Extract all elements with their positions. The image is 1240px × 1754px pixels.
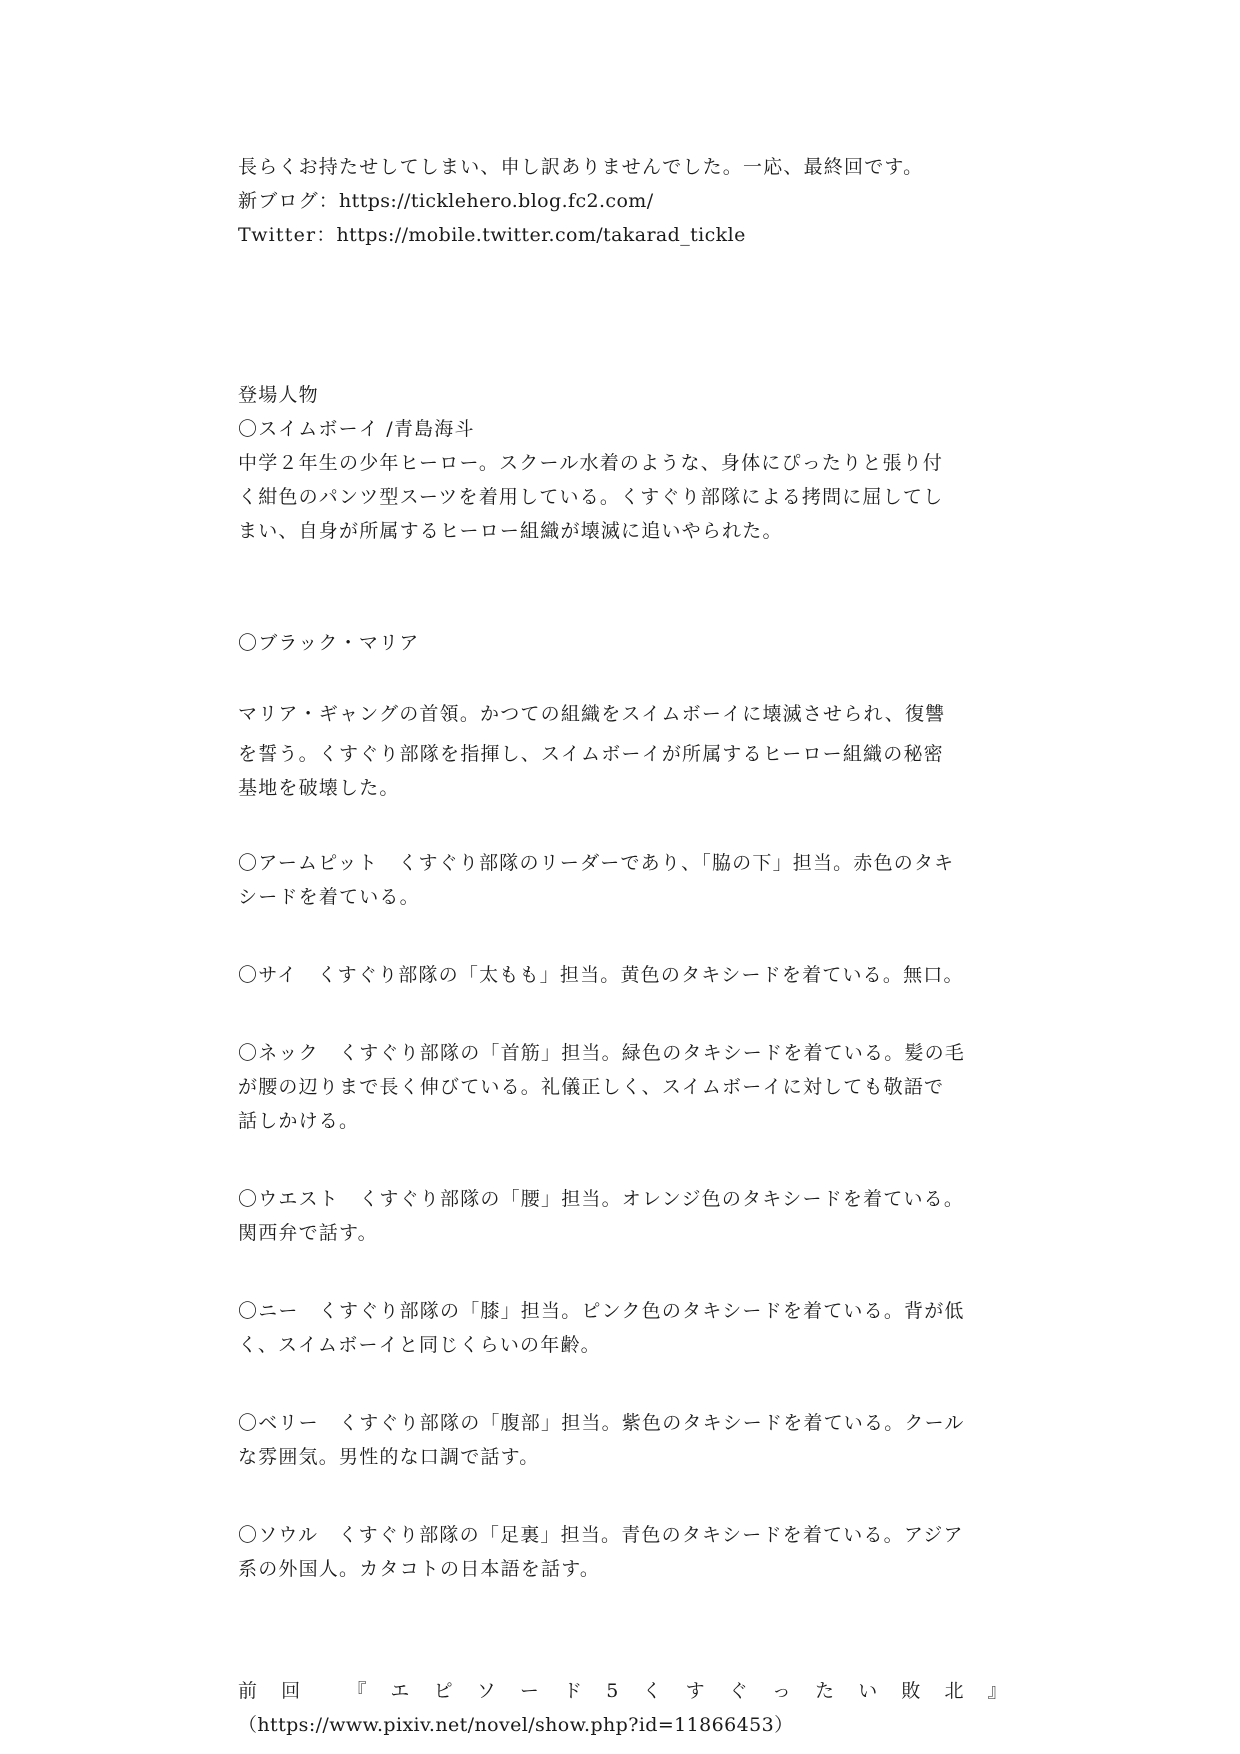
characters-heading: 登場人物 [238, 384, 319, 406]
desc-line: を誓う。くすぐり部隊を指揮し、スイムボーイが所属するヒーロー組織の秘密 [238, 743, 944, 765]
title-char: ー [519, 1680, 541, 1702]
spacer [238, 344, 1008, 378]
character-desc-thigh [238, 958, 1008, 992]
desc-line: 〇ニー くすぐり部隊の「膝」担当。ピンク色のタキシードを着ている。背が低 [238, 1300, 965, 1322]
character-desc-knee [238, 1294, 1008, 1362]
previous-episode-link[interactable]: （https://www.pixiv.net/novel/show.php?id=11866453） [238, 1714, 794, 1736]
desc-line: 話しかける。 [238, 1110, 360, 1132]
spacer [238, 802, 1008, 846]
desc-line: が腰の辺りまで長く伸びている。礼儀正しく、スイムボーイに対しても敬語で [238, 1076, 945, 1098]
desc-line: 〇ソウル くすぐり部隊の「足裏」担当。青色のタキシードを着ている。アジア [238, 1524, 964, 1546]
spacer [238, 1630, 1008, 1674]
title-char: 』 [987, 1680, 1008, 1702]
twitter-line [238, 218, 1008, 252]
title-char: い [858, 1680, 879, 1702]
character-desc-waist [238, 1182, 1008, 1250]
title-char: 前 [238, 1680, 259, 1702]
title-char: 敗 [901, 1680, 922, 1702]
title-char: エ [390, 1680, 411, 1702]
desc-line: まい、自身が所属するヒーロー組織が壊滅に追いやられた。 [238, 520, 783, 542]
desc-line: 中学２年生の少年ヒーロー。スクール水着のような、身体にぴったりと張り付 [238, 452, 944, 474]
title-char: ピ [433, 1680, 454, 1702]
spacer [238, 1250, 1008, 1294]
spacer [238, 992, 1008, 1036]
spacer [238, 1586, 1008, 1630]
character-name-maria: 〇ブラック・マリア [238, 632, 420, 654]
desc-line: な雰囲気。男性的な口調で話す。 [238, 1446, 540, 1468]
desc-line: シードを着ている。 [238, 886, 420, 908]
title-char: 回 [281, 1680, 302, 1702]
desc-line: 関西弁で話す。 [238, 1222, 378, 1244]
desc-line: く紺色のパンツ型スーツを着用している。くすぐり部隊による拷問に屈してし [238, 486, 944, 508]
character-desc-sole [238, 1518, 1008, 1586]
desc-line: 〇ベリー くすぐり部隊の「腹部」担当。紫色のタキシードを着ている。クール [238, 1412, 965, 1434]
title-char: す [685, 1680, 706, 1702]
title-char: 『 [347, 1680, 368, 1702]
spacer [238, 1138, 1008, 1182]
character-desc-armpit [238, 846, 1008, 914]
desc-line: マリア・ギャングの首領。かつての組織をスイムボーイに壊滅させられ、復讐 [238, 703, 946, 725]
blog-label: 新ブログ： [238, 190, 340, 212]
desc-line: 系の外国人。カタコトの日本語を話す。 [238, 1558, 601, 1580]
desc-line: く、スイムボーイと同じくらいの年齢。 [238, 1334, 601, 1356]
spacer [238, 592, 1008, 626]
blog-link[interactable]: https://ticklehero.blog.fc2.com/ [339, 190, 654, 212]
desc-line: 〇アームピット くすぐり部隊のリーダーであり、「脇の下」担当。赤色のタキ [238, 852, 955, 874]
author-notice: 長らくお持たせしてしまい、申し訳ありませんでした。一応、最終回です。 [238, 156, 924, 178]
title-char: ぐ [728, 1680, 749, 1702]
character-desc-maria [238, 694, 1008, 802]
spacer [238, 548, 1008, 592]
spacer [238, 1362, 1008, 1406]
title-char: っ [771, 1680, 793, 1702]
document-page [238, 150, 1008, 1742]
character-desc-neck [238, 1036, 1008, 1138]
title-char: ソ [476, 1680, 497, 1702]
spacer [238, 252, 1008, 344]
character-desc-swimboy [238, 446, 1008, 548]
desc-line: 〇ネック くすぐり部隊の「首筋」担当。緑色のタキシードを着ている。髪の毛 [238, 1042, 966, 1064]
character-name-swimboy: 〇スイムボーイ /青島海斗 [238, 418, 475, 440]
title-char: た [815, 1680, 836, 1702]
blog-line [238, 184, 1008, 218]
desc-line: 基地を破壊した。 [238, 777, 400, 799]
title-char: ド [563, 1680, 584, 1702]
spacer [238, 1474, 1008, 1518]
title-char: 北 [944, 1680, 965, 1702]
previous-episode-title [238, 1674, 1008, 1708]
spacer [238, 660, 1008, 694]
desc-line: 〇ウエスト くすぐり部隊の「腰」担当。オレンジ色のタキシードを着ている。 [238, 1188, 965, 1210]
desc-line: 〇サイ くすぐり部隊の「太もも」担当。黄色のタキシードを着ている。無口。 [238, 964, 964, 986]
twitter-link[interactable]: https://mobile.twitter.com/takarad_tickle [336, 224, 746, 246]
twitter-label: Twitter： [238, 224, 337, 246]
spacer [238, 914, 1008, 958]
character-desc-belly [238, 1406, 1008, 1474]
title-char: 5 [606, 1680, 620, 1702]
title-char: く [642, 1680, 663, 1702]
